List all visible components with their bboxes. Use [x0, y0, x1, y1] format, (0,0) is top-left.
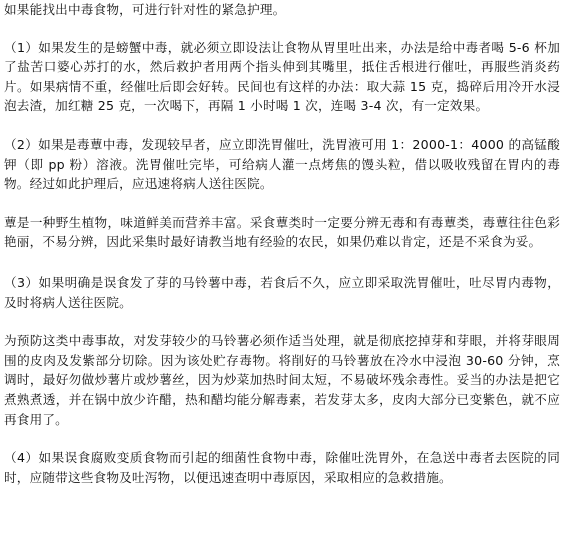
- intro-paragraph: 如果能找出中毒食物，可进行针对性的紧急护理。: [4, 2, 286, 17]
- paragraph-spoiled-food-poisoning: （4）如果误食腐败变质食物而引起的细菌性食物中毒，除催吐洗胃外，在急送中毒者去医院的同时，应随带这些食物及吐泻物，以便迅速查明中毒原因，采取相应的急救措施。: [4, 450, 560, 485]
- document-body: [4, 0, 560, 487]
- paragraph-potato-poisoning: （3）如果明确是误食发了芽的马铃薯中毒，若食后不久，应立即采取洗胃催吐，吐尽胃内毒物，及时将病人送往医院。: [4, 274, 560, 310]
- paragraph-potato-prevention: 为预防这类中毒事故，对发芽较少的马铃薯必须作适当处理，就是彻底挖掉芽和芽眼，并将芽眼周围的皮肉及发紫部分切除。因为该处贮存毒物。将削好的马铃薯放在冷水中浸泡 30-60 分钟，烹调时，最好勿做炒薯片或炒薯丝，因为炒菜加热时间太短，不易破坏残余毒性。妥当的办法是把它煮熟煮透，并在锅中放少许醋，热和醋均能分解毒素，若发芽太多，皮肉大部分已变紫色，就不应再食用了。: [4, 333, 560, 427]
- paragraph-crab-poisoning: （1）如果发生的是螃蟹中毒，就必须立即设法让食物从胃里吐出来，办法是给中毒者喝 5-6 杯加了盐苦口婆心苏打的水，然后救护者用两个指头伸到其嘴里，抵住舌根进行催吐，再服些消炎药片。如果病情不重，经催吐后即会好转。民间也有这样的办法：取大蒜 15 克，捣碎后用冷开水浸泡去渣，加红糖 25 克，一次喝下，再隔 1 小时喝 1 次，连喝 3-4 次，有一定效果。: [4, 39, 561, 114]
- paragraph-mushroom-note: 蕈是一种野生植物，味道鲜美而营养丰富。采食蕈类时一定要分辨无毒和有毒蕈类，毒蕈往往色彩艳丽，不易分辨，因此采集时最好请教当地有经验的农民，如果仍难以肯定，还是不采食为妥。: [4, 214, 560, 250]
- paragraph-mushroom-poisoning: （2）如果是毒蕈中毒，发现较早者，应立即洗胃催吐，洗胃液可用 1：2000-1：4000 的高锰酸钾（即 pp 粉）溶液。洗胃催吐完毕，可给病人灌一点烤焦的馒头粒，借以吸收残留在胃内的毒物。经过如此护理后，应迅速将病人送往医院。: [4, 136, 560, 192]
